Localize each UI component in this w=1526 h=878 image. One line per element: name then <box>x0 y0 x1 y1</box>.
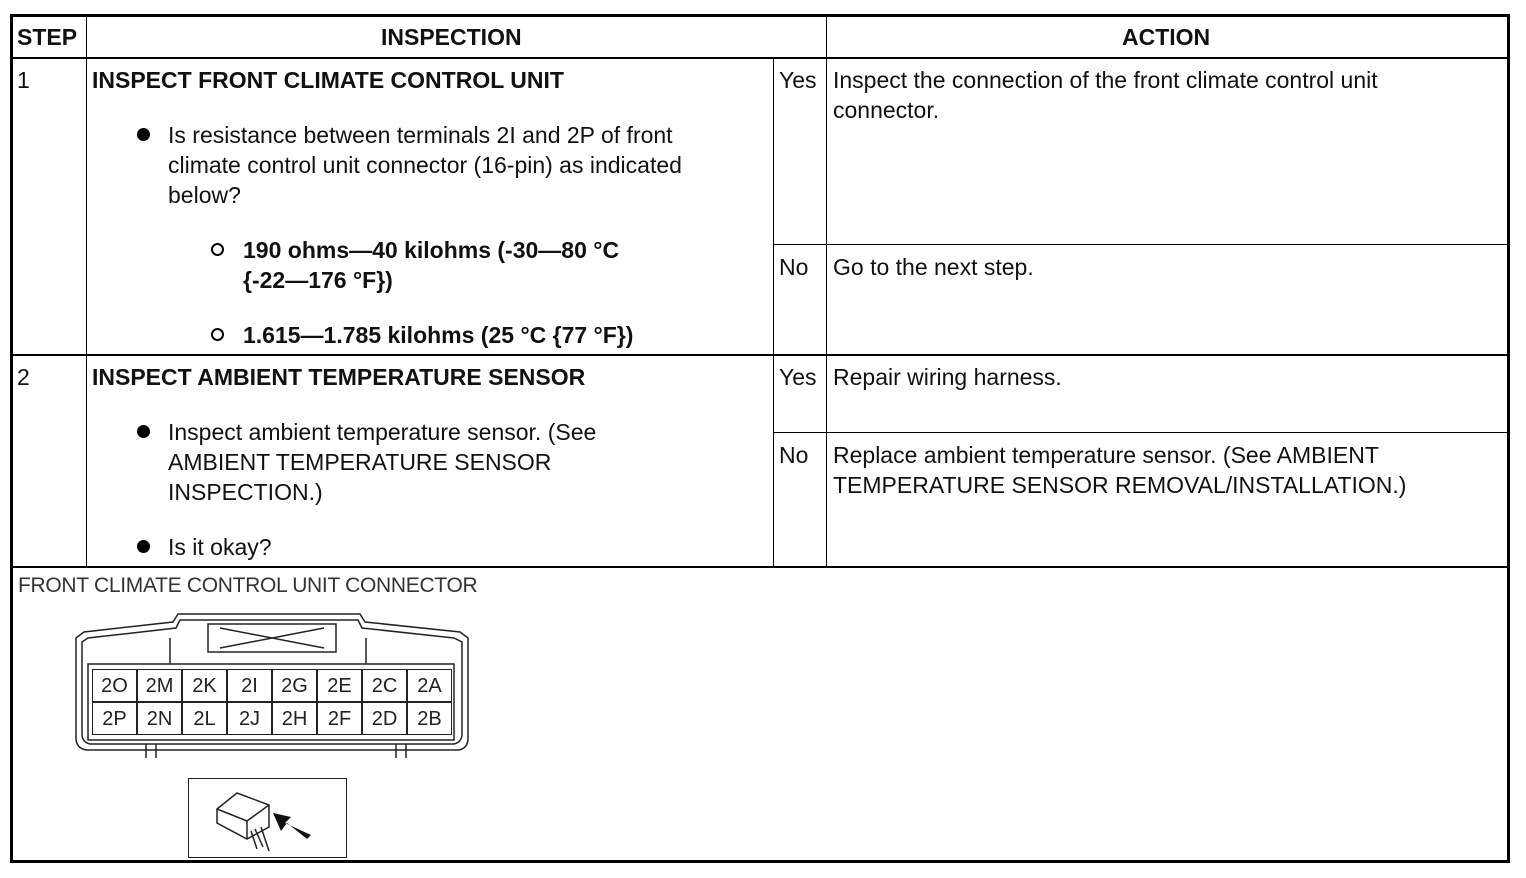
pin-label: 2J <box>227 702 272 735</box>
inspection-column-divider <box>826 14 827 567</box>
action-text: Inspect the connection of the front climate control unit <box>833 67 1378 93</box>
action-text: Go to the next step. <box>833 254 1034 280</box>
harness-view-box <box>188 778 347 858</box>
header-step: STEP <box>17 24 78 50</box>
header-action: ACTION <box>1122 24 1211 50</box>
pin-label: 2O <box>92 669 137 702</box>
header-divider <box>10 57 1510 59</box>
pin-label: 2E <box>317 669 362 702</box>
spec-line: 190 ohms—40 kilohms (-30—80 °C <box>243 237 620 263</box>
step-title: INSPECT AMBIENT TEMPERATURE SENSOR <box>92 364 586 390</box>
row1-divider <box>10 354 1510 356</box>
no-label: No <box>779 254 809 280</box>
pin-label: 2A <box>407 669 452 702</box>
pin-label: 2H <box>272 702 317 735</box>
step-column-divider <box>86 14 87 567</box>
pin-label: 2D <box>362 702 407 735</box>
row2-divider <box>10 566 1510 568</box>
instruction-line: AMBIENT TEMPERATURE SENSOR <box>168 449 552 475</box>
question-line: Is it okay? <box>168 534 272 560</box>
step-number: 1 <box>17 67 30 93</box>
sub-bullet-icon <box>211 243 224 256</box>
instruction-line: INSPECTION.) <box>168 479 323 505</box>
action-text: connector. <box>833 97 940 123</box>
instruction-line: Inspect ambient temperature sensor. (See <box>168 419 597 445</box>
pin-label: 2I <box>227 669 272 702</box>
question-line: Is resistance between terminals 2I and 2P of front <box>168 122 673 148</box>
question-line: climate control unit connector (16-pin) as indicated <box>168 152 682 178</box>
yes-label: Yes <box>779 67 817 93</box>
step-number: 2 <box>17 364 30 390</box>
bullet-icon <box>137 128 150 141</box>
connector-title: FRONT CLIMATE CONTROL UNIT CONNECTOR <box>18 574 478 597</box>
pin-label: 2K <box>182 669 227 702</box>
connector-view-icon <box>189 779 345 856</box>
pin-label: 2P <box>92 702 137 735</box>
no-label: No <box>779 442 809 468</box>
action-text: Replace ambient temperature sensor. (See AMBIENT <box>833 442 1379 468</box>
yes-no-column-divider <box>773 58 774 567</box>
row1-yes-no-divider <box>773 244 1510 245</box>
spec-line: {-22—176 °F}) <box>243 267 393 293</box>
question-line: below? <box>168 182 241 208</box>
action-text: Repair wiring harness. <box>833 364 1062 390</box>
bullet-icon <box>137 540 150 553</box>
pin-label: 2N <box>137 702 182 735</box>
pin-label: 2G <box>272 669 317 702</box>
step-title: INSPECT FRONT CLIMATE CONTROL UNIT <box>92 67 564 93</box>
sub-bullet-icon <box>211 328 224 341</box>
header-inspection: INSPECTION <box>381 24 522 50</box>
yes-label: Yes <box>779 364 817 390</box>
spec-line: 1.615—1.785 kilohms (25 °C {77 °F}) <box>243 322 634 348</box>
pin-label: 2B <box>407 702 452 735</box>
pin-label: 2L <box>182 702 227 735</box>
pin-label: 2F <box>317 702 362 735</box>
row2-yes-no-divider <box>773 432 1510 433</box>
pin-label: 2M <box>137 669 182 702</box>
action-text: TEMPERATURE SENSOR REMOVAL/INSTALLATION.) <box>833 472 1407 498</box>
pin-label: 2C <box>362 669 407 702</box>
bullet-icon <box>137 425 150 438</box>
